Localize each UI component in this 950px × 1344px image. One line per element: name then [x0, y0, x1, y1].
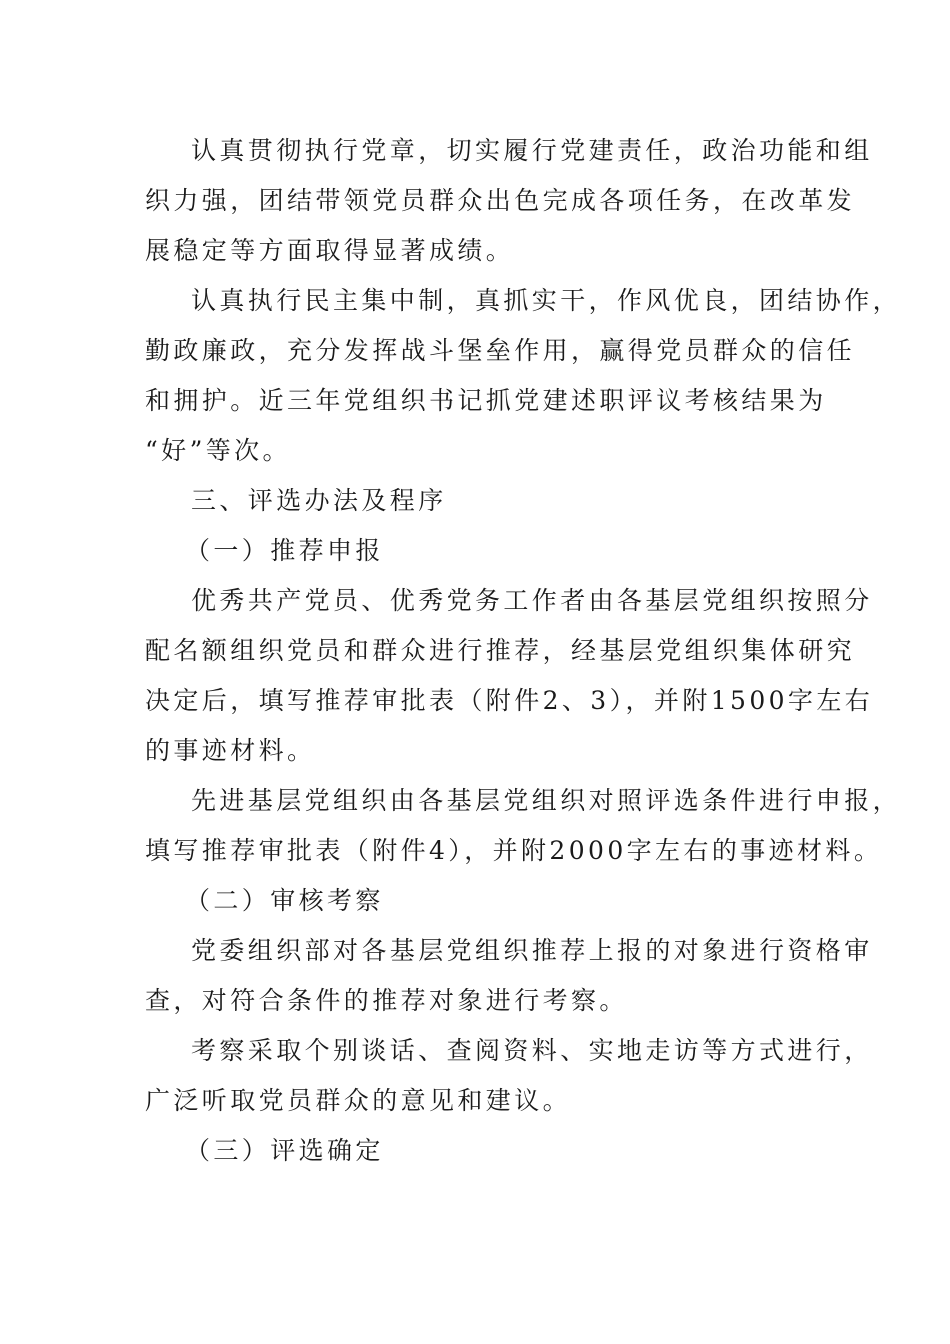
- text-line: 配名额组织党员和群众进行推荐，经基层党组织集体研究: [145, 636, 856, 665]
- text-line: 展稳定等方面取得显著成绩。: [145, 236, 515, 265]
- text-line: 勤政廉政，充分发挥战斗堡垒作用，赢得党员群众的信任: [145, 336, 856, 365]
- subsection-heading: [145, 1126, 825, 1176]
- text-line: “好”等次。: [145, 436, 291, 465]
- text-line: 织力强，团结带领党员群众出色完成各项任务，在改革发: [145, 186, 856, 215]
- document-body: [145, 126, 902, 1176]
- text-line: 广泛听取党员群众的意见和建议。: [145, 1086, 572, 1115]
- text-line: 认真执行民主集中制，真抓实干，作风优良，团结协作，: [191, 286, 902, 315]
- text-line: 认真贯彻执行党章，切实履行党建责任，政治功能和组: [191, 136, 873, 165]
- text-line: 决定后，填写推荐审批表（附件2、3），并附1500字左右: [145, 686, 874, 715]
- subsection-heading: [145, 876, 825, 926]
- section-heading-text: 三、评选办法及程序: [191, 486, 447, 515]
- text-line: 先进基层党组织由各基层党组织对照评选条件进行申报，: [191, 786, 902, 815]
- subsection-heading: [145, 526, 825, 576]
- paragraph: [145, 126, 873, 276]
- paragraph: [145, 276, 902, 476]
- paragraph: [145, 776, 902, 876]
- subsection-heading-text: （三）评选确定: [185, 1136, 384, 1165]
- paragraph: [145, 1026, 873, 1126]
- text-line: 优秀共产党员、优秀党务工作者由各基层党组织按照分: [191, 586, 873, 615]
- text-line: 考察采取个别谈话、查阅资料、实地走访等方式进行，: [191, 1036, 873, 1065]
- text-line: 党委组织部对各基层党组织推荐上报的对象进行资格审: [191, 936, 873, 965]
- paragraph: [145, 926, 873, 1026]
- text-line: 和拥护。近三年党组织书记抓党建述职评议考核结果为: [145, 386, 827, 415]
- text-line: 的事迹材料。: [145, 736, 316, 765]
- text-line: 查，对符合条件的推荐对象进行考察。: [145, 986, 628, 1015]
- paragraph: [145, 576, 874, 776]
- subsection-heading-text: （一）推荐申报: [185, 536, 384, 565]
- section-heading: [145, 476, 825, 526]
- subsection-heading-text: （二）审核考察: [185, 886, 384, 915]
- text-line: 填写推荐审批表（附件4），并附2000字左右的事迹材料。: [145, 836, 883, 865]
